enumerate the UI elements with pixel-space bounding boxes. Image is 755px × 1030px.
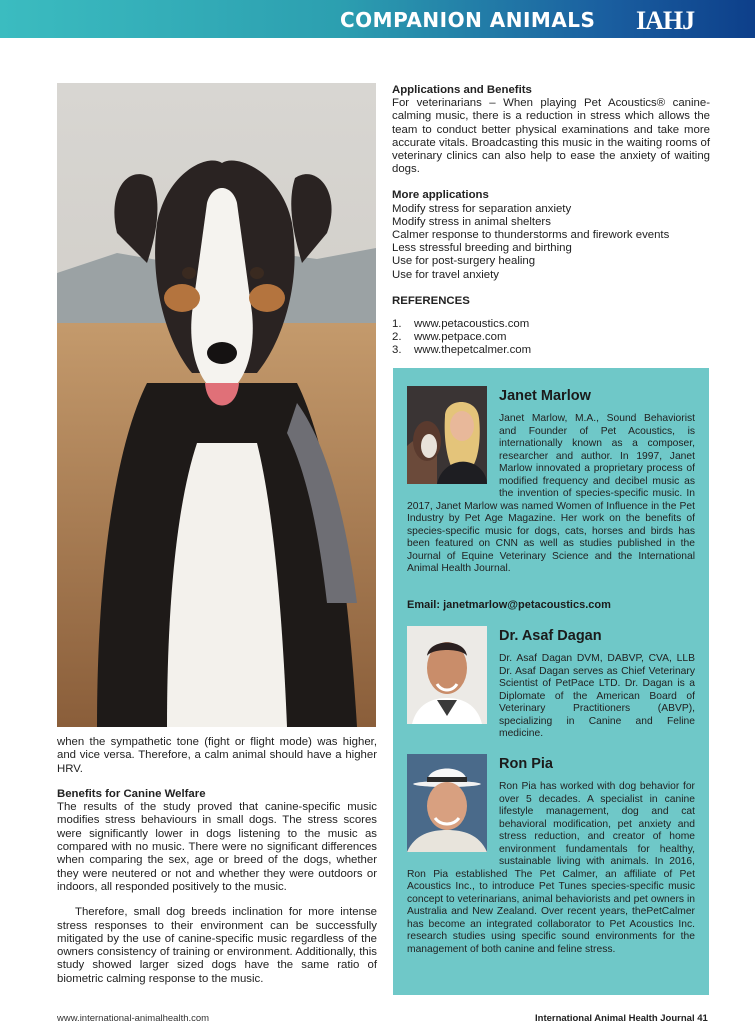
application-item: Calmer response to thunderstorms and firework events xyxy=(392,229,670,242)
references-list xyxy=(392,318,710,358)
footer-journal-page: International Animal Health Journal 41 xyxy=(535,1013,708,1024)
section-title: COMPANION ANIMALS xyxy=(340,8,596,32)
more-applications-heading: More applications xyxy=(392,189,489,202)
applications-heading: Applications and Benefits xyxy=(392,84,532,96)
applications-paragraph: For veterinarians – When playing Pet Acoustics® canine-calming music, there is a reduction in stress which allows the team to conduct better physical examinations and take more accurate vitals. Broadcasting this music in the waiting rooms of veterinary clinics can also help to ease the anxiety of waiting dogs. xyxy=(392,97,710,176)
reference-link[interactable]: www.petacoustics.com xyxy=(414,318,530,331)
janet-marlow-email[interactable]: Email: janetmarlow@petacoustics.com xyxy=(407,599,611,611)
reference-item: 2. www.petpace.com xyxy=(392,331,507,344)
reference-item: 3. www.thepetcalmer.com xyxy=(392,344,532,357)
benefits-paragraph: The results of the study proved that canine-specific music modifies stress behaviours in small dogs. The stress scores were significantly lower in dogs listening to the music as compared with no music. There were no significant differences when comparing the sex, age or breed of the dogs, whether they were neutered or not and whether they were outdoors or indoors, all responded positively to the music. xyxy=(57,801,377,893)
intro-paragraph: when the sympathetic tone (fight or flight mode) was higher, and vice versa. Therefore, a calm animal should have a higher HRV. xyxy=(57,736,377,775)
ron-pia-name: Ron Pia xyxy=(499,756,553,772)
janet-marlow-bio-text: Janet Marlow, M.A., Sound Behaviorist and Founder of Pet Acoustics, is internationally known as a composer, researcher and author. In 1997, Janet Marlow innovated a proprietary process of modified frequency and decibel music as the invention of species-specific music. In 2017, Janet Marlow was named Women of Influence in the Pet Industry by Pet Age Magazine. Her work on the benefits of species-specific music for dogs, cats, horses and birds has been featured on CNN as well as studies published in the Journal of Equine Veterinary Science and the International Animal Health Journal. xyxy=(407,413,695,574)
conclusion-paragraph: Therefore, small dog breeds inclination for more intense stress responses to their environment can be successfully mitigated by the use of canine-specific music regardless of the owners consistency of training or environment. Additionally, this study showed larger sized dogs have the same ratio of biometric calming response to the music. xyxy=(57,906,377,985)
ron-pia-bio-text: Ron Pia has worked with dog behavior for over 5 decades. A specialist in canine lifestyle management, dog and cat behavioral modification, pet anxiety and stress reduction, and creator of home environment fundamentals for healthy, sustainable living with animals. In 2016, Ron Pia established The Pet Calmer, an affiliate of Pet Acoustics Inc., to introduce Pet Tunes species-specific music concept to veterinarians, animal behaviorists and pet owners in Australia and New Zealand. Over recent years, thePetCalmer has become an integrated collaborator to Pet Acoustics Inc. research studies using specific sound environments for the management of both canine and feline stress. xyxy=(407,781,695,955)
journal-logo: IAHJ xyxy=(636,6,695,35)
reference-item: 1. www.petacoustics.com xyxy=(392,318,530,331)
janet-marlow-name: Janet Marlow xyxy=(499,388,591,404)
asaf-dagan-photo xyxy=(407,626,487,724)
footer-website[interactable]: www.international-animalhealth.com xyxy=(57,1013,210,1024)
asaf-dagan-name: Dr. Asaf Dagan xyxy=(499,628,602,644)
right-column xyxy=(392,84,710,358)
references-heading: REFERENCES xyxy=(392,294,470,307)
dog-photo xyxy=(57,83,376,727)
application-item: Modify stress for separation anxiety xyxy=(392,202,572,215)
janet-marlow-bio-flow xyxy=(407,413,695,576)
left-column xyxy=(57,736,377,998)
application-item: Modify stress in animal shelters xyxy=(392,215,551,228)
reference-link[interactable]: www.petpace.com xyxy=(414,331,507,344)
ron-pia-bio-flow xyxy=(407,781,695,956)
application-item: Use for post-surgery healing xyxy=(392,255,536,268)
application-item: Use for travel anxiety xyxy=(392,268,499,281)
application-item: Less stressful breeding and birthing xyxy=(392,242,572,255)
benefits-heading: Benefits for Canine Welfare xyxy=(57,787,206,800)
reference-link[interactable]: www.thepetcalmer.com xyxy=(414,344,532,357)
asaf-dagan-bio: Dr. Asaf Dagan DVM, DABVP, CVA, LLB Dr. Asaf Dagan serves as Chief Veterinary Scientist of PetPace LTD. Dr. Dagan is a Diplomate of the American Board of Veterinary Practitioners (ABVP), specializing in Canine and Feline medicine. xyxy=(499,653,695,739)
